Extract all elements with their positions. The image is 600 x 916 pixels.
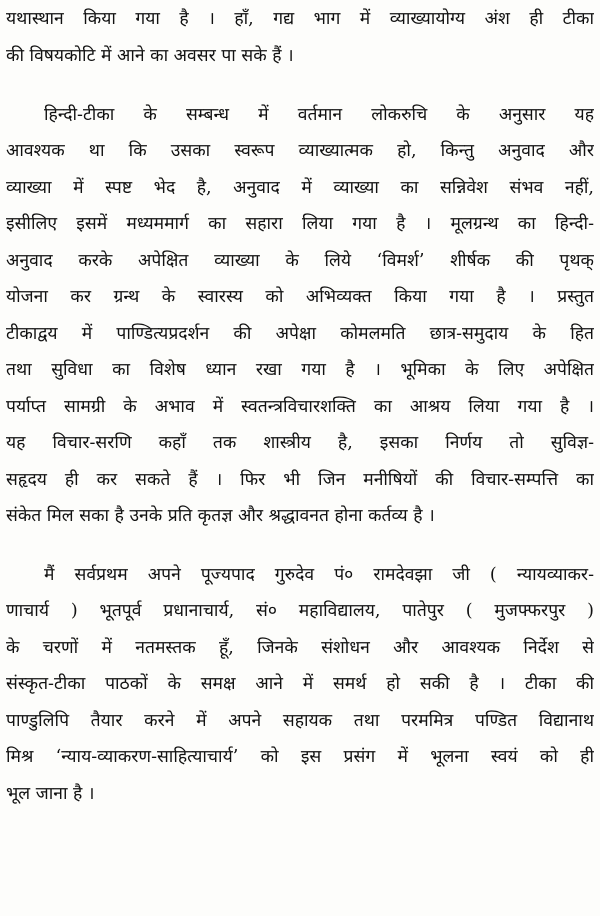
text-line: पाण्डुलिपि तैयार करने में अपने सहायक तथा परममित्र पण्डित विद्यानाथ [6, 711, 594, 731]
text-line: संस्कृत-टीका पाठकों के समक्ष आने में समर्थ हो सकी है । टीका की [6, 674, 594, 694]
text-line: भूल जाना है । [6, 784, 95, 804]
text-line: के चरणों में नतमस्तक हूँ, जिनके संशोधन और आवश्यक निर्देश से [6, 638, 594, 658]
text-line: मिश्र ‘न्याय-व्याकरण-साहित्याचार्य’ को इस प्रसंग में भूलना स्वयं को ही [6, 747, 594, 767]
text-line: टीकाद्वय में पाण्डित्यप्रदर्शन की अपेक्षा कोमलमति छात्र-समुदाय के हित [6, 324, 594, 344]
text-line: योजना कर ग्रन्थ के स्वारस्य को अभिव्यक्त किया गया है । प्रस्तुत [6, 287, 594, 307]
text-line: तथा सुविधा का विशेष ध्यान रखा गया है । भूमिका के लिए अपेक्षित [6, 360, 594, 380]
text-line: संकेत मिल सका है उनके प्रति कृतज्ञ और श्रद्धावनत होना कर्तव्य है । [6, 506, 435, 526]
text-line: णाचार्य ) भूतपूर्व प्रधानाचार्य, सं० महाविद्यालय, पातेपुर ( मुजफ्फरपुर ) [6, 601, 594, 621]
text-line: पर्याप्त सामग्री के अभाव में स्वतन्त्रविचारशक्ति का आश्रय लिया गया है । [6, 397, 594, 417]
text-line: यथास्थान किया गया है । हाँ, गद्य भाग में व्याख्यायोग्य अंश ही टीका [6, 9, 594, 29]
text-line: इसीलिए इसमें मध्यममार्ग का सहारा लिया गया है । मूलग्रन्थ का हिन्दी- [6, 214, 594, 234]
text-line: सहृदय ही कर सकते हैं । फिर भी जिन मनीषियों की विचार-सम्पत्ति का [6, 470, 594, 490]
text-line: यह विचार-सरणि कहाँ तक शास्त्रीय है, इसका निर्णय तो सुविज्ञ- [6, 433, 594, 453]
text-line: अनुवाद करके अपेक्षित व्याख्या के लिये ‘विमर्श’ शीर्षक की पृथक् [6, 251, 594, 271]
text-line: हिन्दी-टीका के सम्बन्ध में वर्तमान लोकरुचि के अनुसार यह [44, 105, 594, 125]
text-line: आवश्यक था कि उसका स्वरूप व्याख्यात्मक हो, किन्तु अनुवाद और [6, 141, 594, 161]
text-line: मैं सर्वप्रथम अपने पूज्यपाद गुरुदेव पं० रामदेवझा जी ( न्यायव्याकर- [44, 565, 594, 585]
text-line: व्याख्या में स्पष्ट भेद है, अनुवाद में व्याख्या का सन्निवेश संभव नहीं, [6, 178, 594, 198]
text-line: की विषयकोटि में आने का अवसर पा सके हैं । [6, 46, 294, 66]
